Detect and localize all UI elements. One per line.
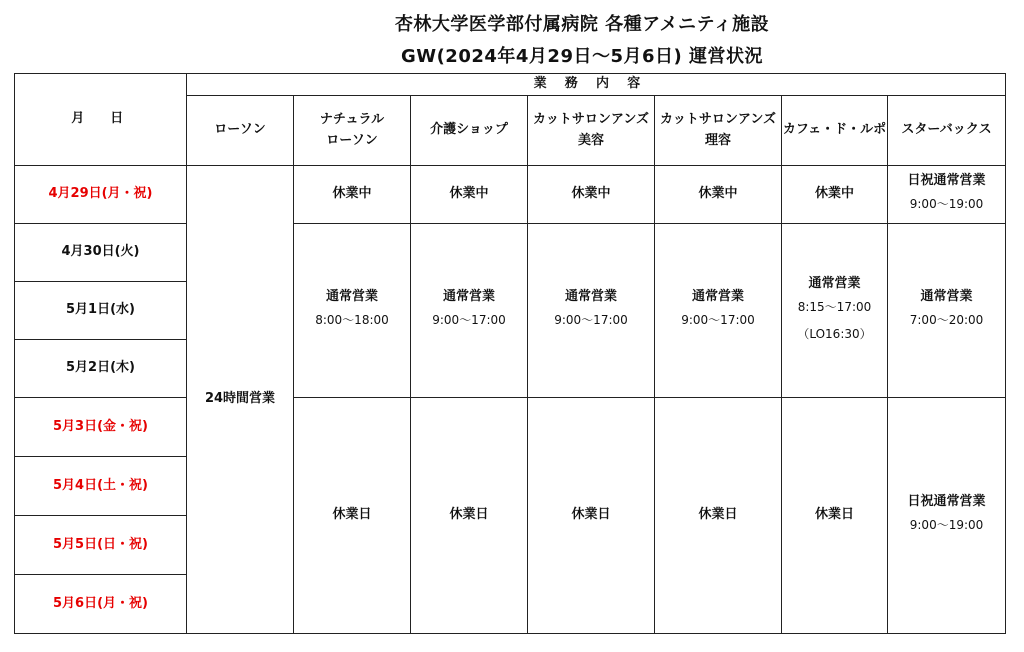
lawson-24h-cell: 24時間営業 xyxy=(187,166,294,634)
closed-day-cell: 休業日 xyxy=(782,398,888,634)
starbucks-holiday-cell: 日祝通常営業 9:00～19:00 xyxy=(888,398,1006,634)
gyomu-header: 業務内容 xyxy=(187,74,1006,96)
closed-day-cell: 休業日 xyxy=(411,398,528,634)
starbucks-holiday-cell: 日祝通常営業 9:00～19:00 xyxy=(888,166,1006,224)
date-column-header: 月 日 xyxy=(15,74,187,166)
date-cell: 5月1日(水) xyxy=(15,282,187,340)
date-cell: 5月4日(土・祝) xyxy=(15,457,187,516)
closed-cell: 休業中 xyxy=(528,166,655,224)
shop-header-lawson: ローソン xyxy=(187,96,294,166)
shop-header-starbucks: スターバックス xyxy=(888,96,1006,166)
closed-cell: 休業中 xyxy=(411,166,528,224)
page-title: 杏林大学医学部付属病院 各種アメニティ施設 xyxy=(394,14,770,35)
salon-riyou-open-cell: 通常営業 9:00～17:00 xyxy=(655,224,782,398)
date-cell: 4月30日(火) xyxy=(15,224,187,282)
natural-lawson-open-cell: 通常営業 8:00～18:00 xyxy=(294,224,411,398)
date-cell: 5月5日(日・祝) xyxy=(15,516,187,575)
date-cell: 5月6日(月・祝) xyxy=(15,575,187,634)
closed-day-cell: 休業日 xyxy=(655,398,782,634)
shop-header-kaigo: 介護ショップ xyxy=(411,96,528,166)
kaigo-open-cell: 通常営業 9:00～17:00 xyxy=(411,224,528,398)
date-cell: 5月2日(木) xyxy=(15,340,187,398)
cafe-open-cell: 通常営業 8:15～17:00 （LO16:30） xyxy=(782,224,888,398)
closed-day-cell: 休業日 xyxy=(294,398,411,634)
page-subtitle: GW(2024年4月29日～5月6日) 運営状況 xyxy=(400,46,764,67)
closed-cell: 休業中 xyxy=(294,166,411,224)
shop-header-natural-lawson: ナチュラル ローソン xyxy=(294,96,411,166)
closed-day-cell: 休業日 xyxy=(528,398,655,634)
closed-cell: 休業中 xyxy=(655,166,782,224)
shop-header-cafe: カフェ・ド・ルポ xyxy=(782,96,888,166)
date-cell: 4月29日(月・祝) xyxy=(15,166,187,224)
shop-header-salon-riyou: カットサロンアンズ 理容 xyxy=(655,96,782,166)
closed-cell: 休業中 xyxy=(782,166,888,224)
salon-biyou-open-cell: 通常営業 9:00～17:00 xyxy=(528,224,655,398)
date-cell: 5月3日(金・祝) xyxy=(15,398,187,457)
shop-header-salon-biyou: カットサロンアンズ 美容 xyxy=(528,96,655,166)
starbucks-open-cell: 通常営業 7:00～20:00 xyxy=(888,224,1006,398)
schedule-table xyxy=(14,73,1006,634)
